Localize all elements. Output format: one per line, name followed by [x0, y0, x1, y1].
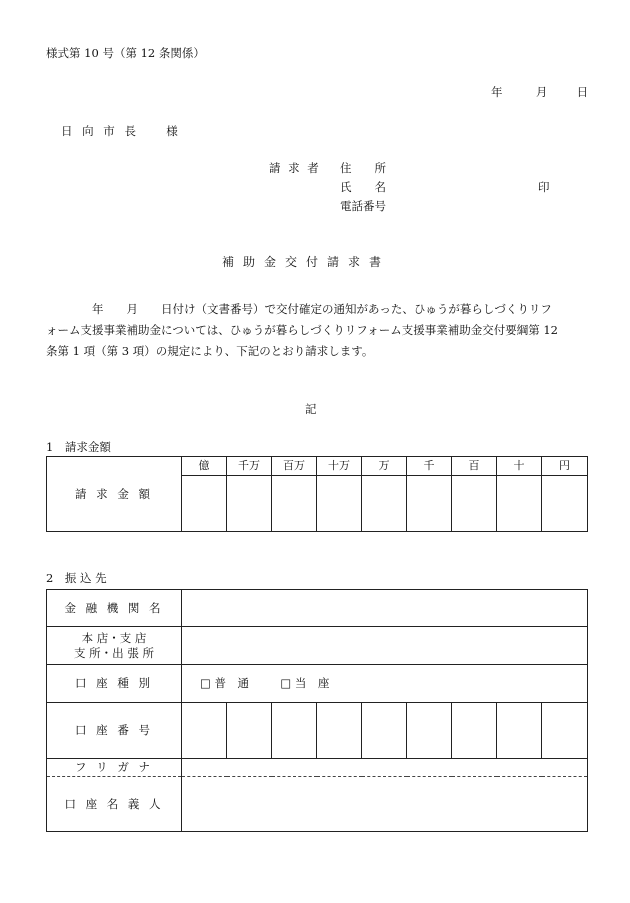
bank-name-label: 金 融 機 関 名 [47, 590, 182, 627]
account-holder-label: 口 座 名 義 人 [47, 777, 182, 832]
unit-sen: 千 [407, 457, 452, 476]
requester-name-field[interactable]: 氏 名 [340, 180, 386, 194]
account-digit-field[interactable] [227, 703, 272, 759]
section1-heading: 1 請求金額 [46, 440, 111, 454]
account-digit-field[interactable] [497, 703, 542, 759]
bank-name-field[interactable] [182, 590, 588, 627]
branch-label-line2: 支 所・出 張 所 [74, 645, 154, 660]
addressee-name: 日 向 市 長 [61, 124, 139, 138]
requester-label: 請 求 者 [269, 161, 321, 175]
requester-address-field[interactable]: 住 所 [340, 161, 386, 175]
account-holder-field[interactable] [182, 777, 588, 832]
furigana-field[interactable] [182, 759, 588, 777]
body-paragraph [46, 299, 586, 362]
furigana-label: フ リ ガ ナ [47, 759, 182, 777]
amount-digit-field[interactable] [452, 476, 497, 532]
unit-juman: 十万 [317, 457, 362, 476]
date-line [491, 87, 588, 99]
section2-heading: 2 振 込 先 [46, 571, 107, 585]
checkbox-futsu[interactable]: □ 普 通 [200, 676, 250, 691]
account-digit-field[interactable] [452, 703, 497, 759]
form-number: 様式第 10 号（第 12 条関係） [46, 46, 205, 60]
requester-phone-field[interactable]: 電話番号 [340, 199, 386, 213]
account-digit-field[interactable] [182, 703, 227, 759]
date-day-field[interactable]: 日 [576, 85, 589, 99]
amount-digit-field[interactable] [362, 476, 407, 532]
amount-digit-field[interactable] [227, 476, 272, 532]
addressee [61, 126, 181, 138]
unit-hyaku: 百 [452, 457, 497, 476]
transfer-table [46, 589, 588, 832]
account-digit-field[interactable] [407, 703, 452, 759]
unit-hyakuman: 百万 [272, 457, 317, 476]
account-digit-field[interactable] [542, 703, 588, 759]
body-line-3: 条第 1 項（第 3 項）の規定により、下記のとおり請求します。 [46, 344, 374, 358]
amount-digit-field[interactable] [542, 476, 588, 532]
checkbox-toza[interactable]: □ 当 座 [280, 676, 330, 691]
unit-senman: 千万 [227, 457, 272, 476]
amount-table [46, 456, 588, 532]
unit-en: 円 [542, 457, 588, 476]
amount-digit-field[interactable] [407, 476, 452, 532]
body-line-2: ォーム支援事業補助金については、ひゅうが暮らしづくりリフォーム支援事業補助金交付要綱第 12 [46, 323, 558, 337]
amount-digit-field[interactable] [182, 476, 227, 532]
ki-heading: 記 [305, 402, 317, 416]
date-year-field[interactable]: 年 [491, 85, 503, 99]
branch-field[interactable] [182, 627, 588, 665]
unit-ju: 十 [497, 457, 542, 476]
document-title: 補助金交付請求書 [222, 255, 391, 269]
amount-digit-field[interactable] [317, 476, 362, 532]
account-digit-field[interactable] [272, 703, 317, 759]
seal-mark: 印 [538, 180, 550, 194]
unit-oku: 億 [182, 457, 227, 476]
branch-label-line1: 本 店・支 店 [81, 630, 147, 645]
date-month-field[interactable]: 月 [535, 85, 548, 99]
amount-digit-field[interactable] [497, 476, 542, 532]
account-number-label: 口 座 番 号 [47, 703, 182, 759]
amount-row-label: 請 求 金 額 [47, 457, 182, 532]
addressee-honorific: 様 [166, 124, 181, 138]
account-type-label: 口 座 種 別 [47, 665, 182, 703]
amount-digit-field[interactable] [272, 476, 317, 532]
branch-label [47, 627, 182, 665]
unit-man: 万 [362, 457, 407, 476]
body-line-1: 年 月 日付け（文書番号）で交付確定の通知があった、ひゅうが暮らしづくりリフ [92, 302, 552, 316]
account-type-options [182, 665, 588, 703]
account-digit-field[interactable] [362, 703, 407, 759]
account-digit-field[interactable] [317, 703, 362, 759]
